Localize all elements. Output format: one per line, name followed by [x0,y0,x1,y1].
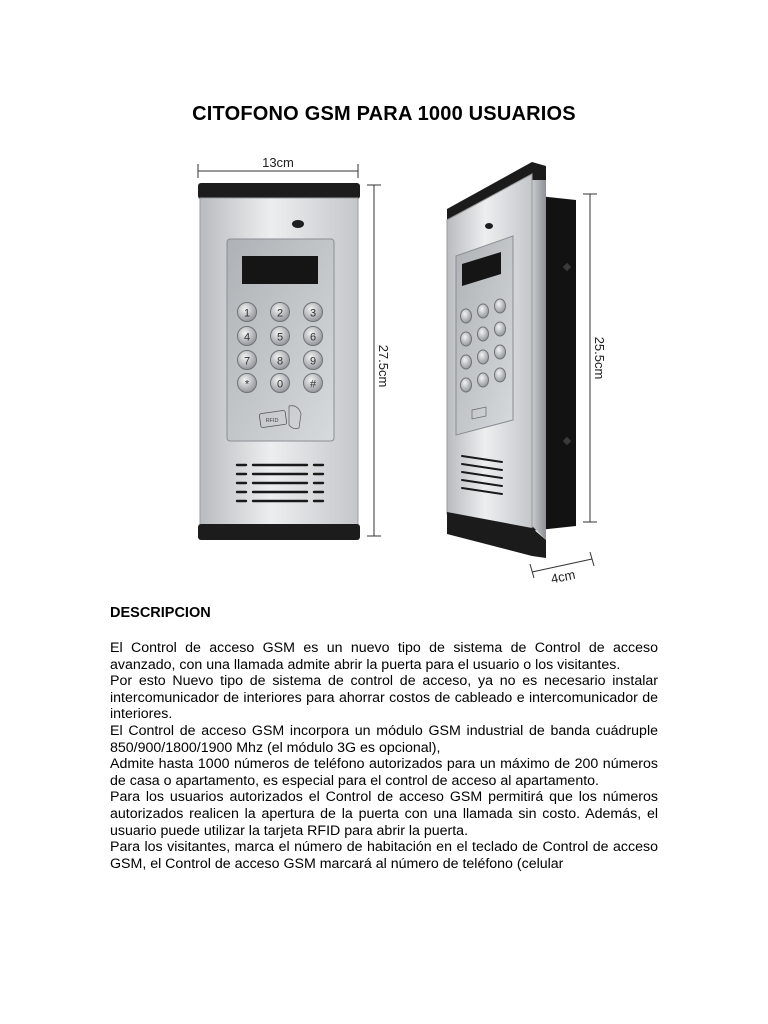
key-8 [271,351,290,370]
paragraph: El Control de acceso GSM incorpora un módulo GSM industrial de banda cuádruple 850/900/1800/1900 Mhz (el módulo 3G es opcional), [110,722,658,756]
key-7 [238,351,257,370]
svg-text:7: 7 [243,355,251,368]
front-top-cap [198,183,360,199]
paragraph: Para los visitantes, marca el número de habitación en el teclado de Control de acceso GSM, el Control de acceso GSM marcará al número de teléfono (celular [110,839,658,872]
width-dimension [198,155,358,178]
svg-text:6: 6 [309,331,317,344]
depth-dimension [530,552,594,586]
svg-text:4: 4 [243,331,251,344]
paragraph: Para los usuarios autorizados el Control de acceso GSM permitirá que los números autorizados realicen la apertura de la puerta con una llamada sin costo. Además, el usuario puede utilizar la tarjeta RFID para abrir la puerta. [110,789,658,839]
svg-text:5: 5 [276,331,284,344]
paragraph: Por esto Nuevo tipo de sistema de control de acceso, ya no es necesario instalar intercomunicador de interiores para ahorrar costos de cableado e intercomunicador de interiores. [110,673,658,723]
side-height-label: 25.5cm [592,336,607,380]
svg-text:#: # [309,378,317,391]
svg-text:*: * [244,378,250,391]
key-1 [238,303,257,322]
key-star [238,374,257,393]
display-screen [242,256,318,284]
front-height-label: 27.5cm [376,344,391,388]
svg-text:1: 1 [243,307,251,320]
front-width-label: 13cm [262,155,294,170]
key-hash [304,374,323,393]
side-edge [532,180,546,540]
key-5 [271,327,290,346]
key-6 [304,327,323,346]
key-3 [304,303,323,322]
rfid-label: RFID [265,418,279,424]
intercom-illustration [190,148,620,586]
document-title: CITOFONO GSM PARA 1000 USUARIOS [192,103,576,125]
paragraph: El Control de acceso GSM es un nuevo tipo de sistema de Control de acceso avanzado, con una llamada admite abrir la puerta para el usuario o los visitantes. [110,640,658,673]
section-heading: DESCRIPCION [110,605,211,621]
key-9 [304,351,323,370]
front-height-dimension [367,185,391,536]
side-camera-icon [485,223,493,229]
side-height-dimension [583,194,607,522]
svg-text:2: 2 [276,307,284,320]
svg-text:8: 8 [276,355,284,368]
description-body [110,640,658,872]
product-figure [190,148,620,586]
svg-text:0: 0 [276,378,284,391]
key-2 [271,303,290,322]
paragraph: Admite hasta 1000 números de teléfono autorizados para un máximo de 200 números de casa o apartamento, es especial para el control de acceso al apartamento. [110,756,658,789]
key-4 [238,327,257,346]
front-bottom-cap [198,524,360,540]
svg-text:9: 9 [309,355,317,368]
camera-icon [292,220,304,228]
svg-text:3: 3 [309,307,317,320]
key-0 [271,374,290,393]
depth-label: 4cm [549,566,577,586]
